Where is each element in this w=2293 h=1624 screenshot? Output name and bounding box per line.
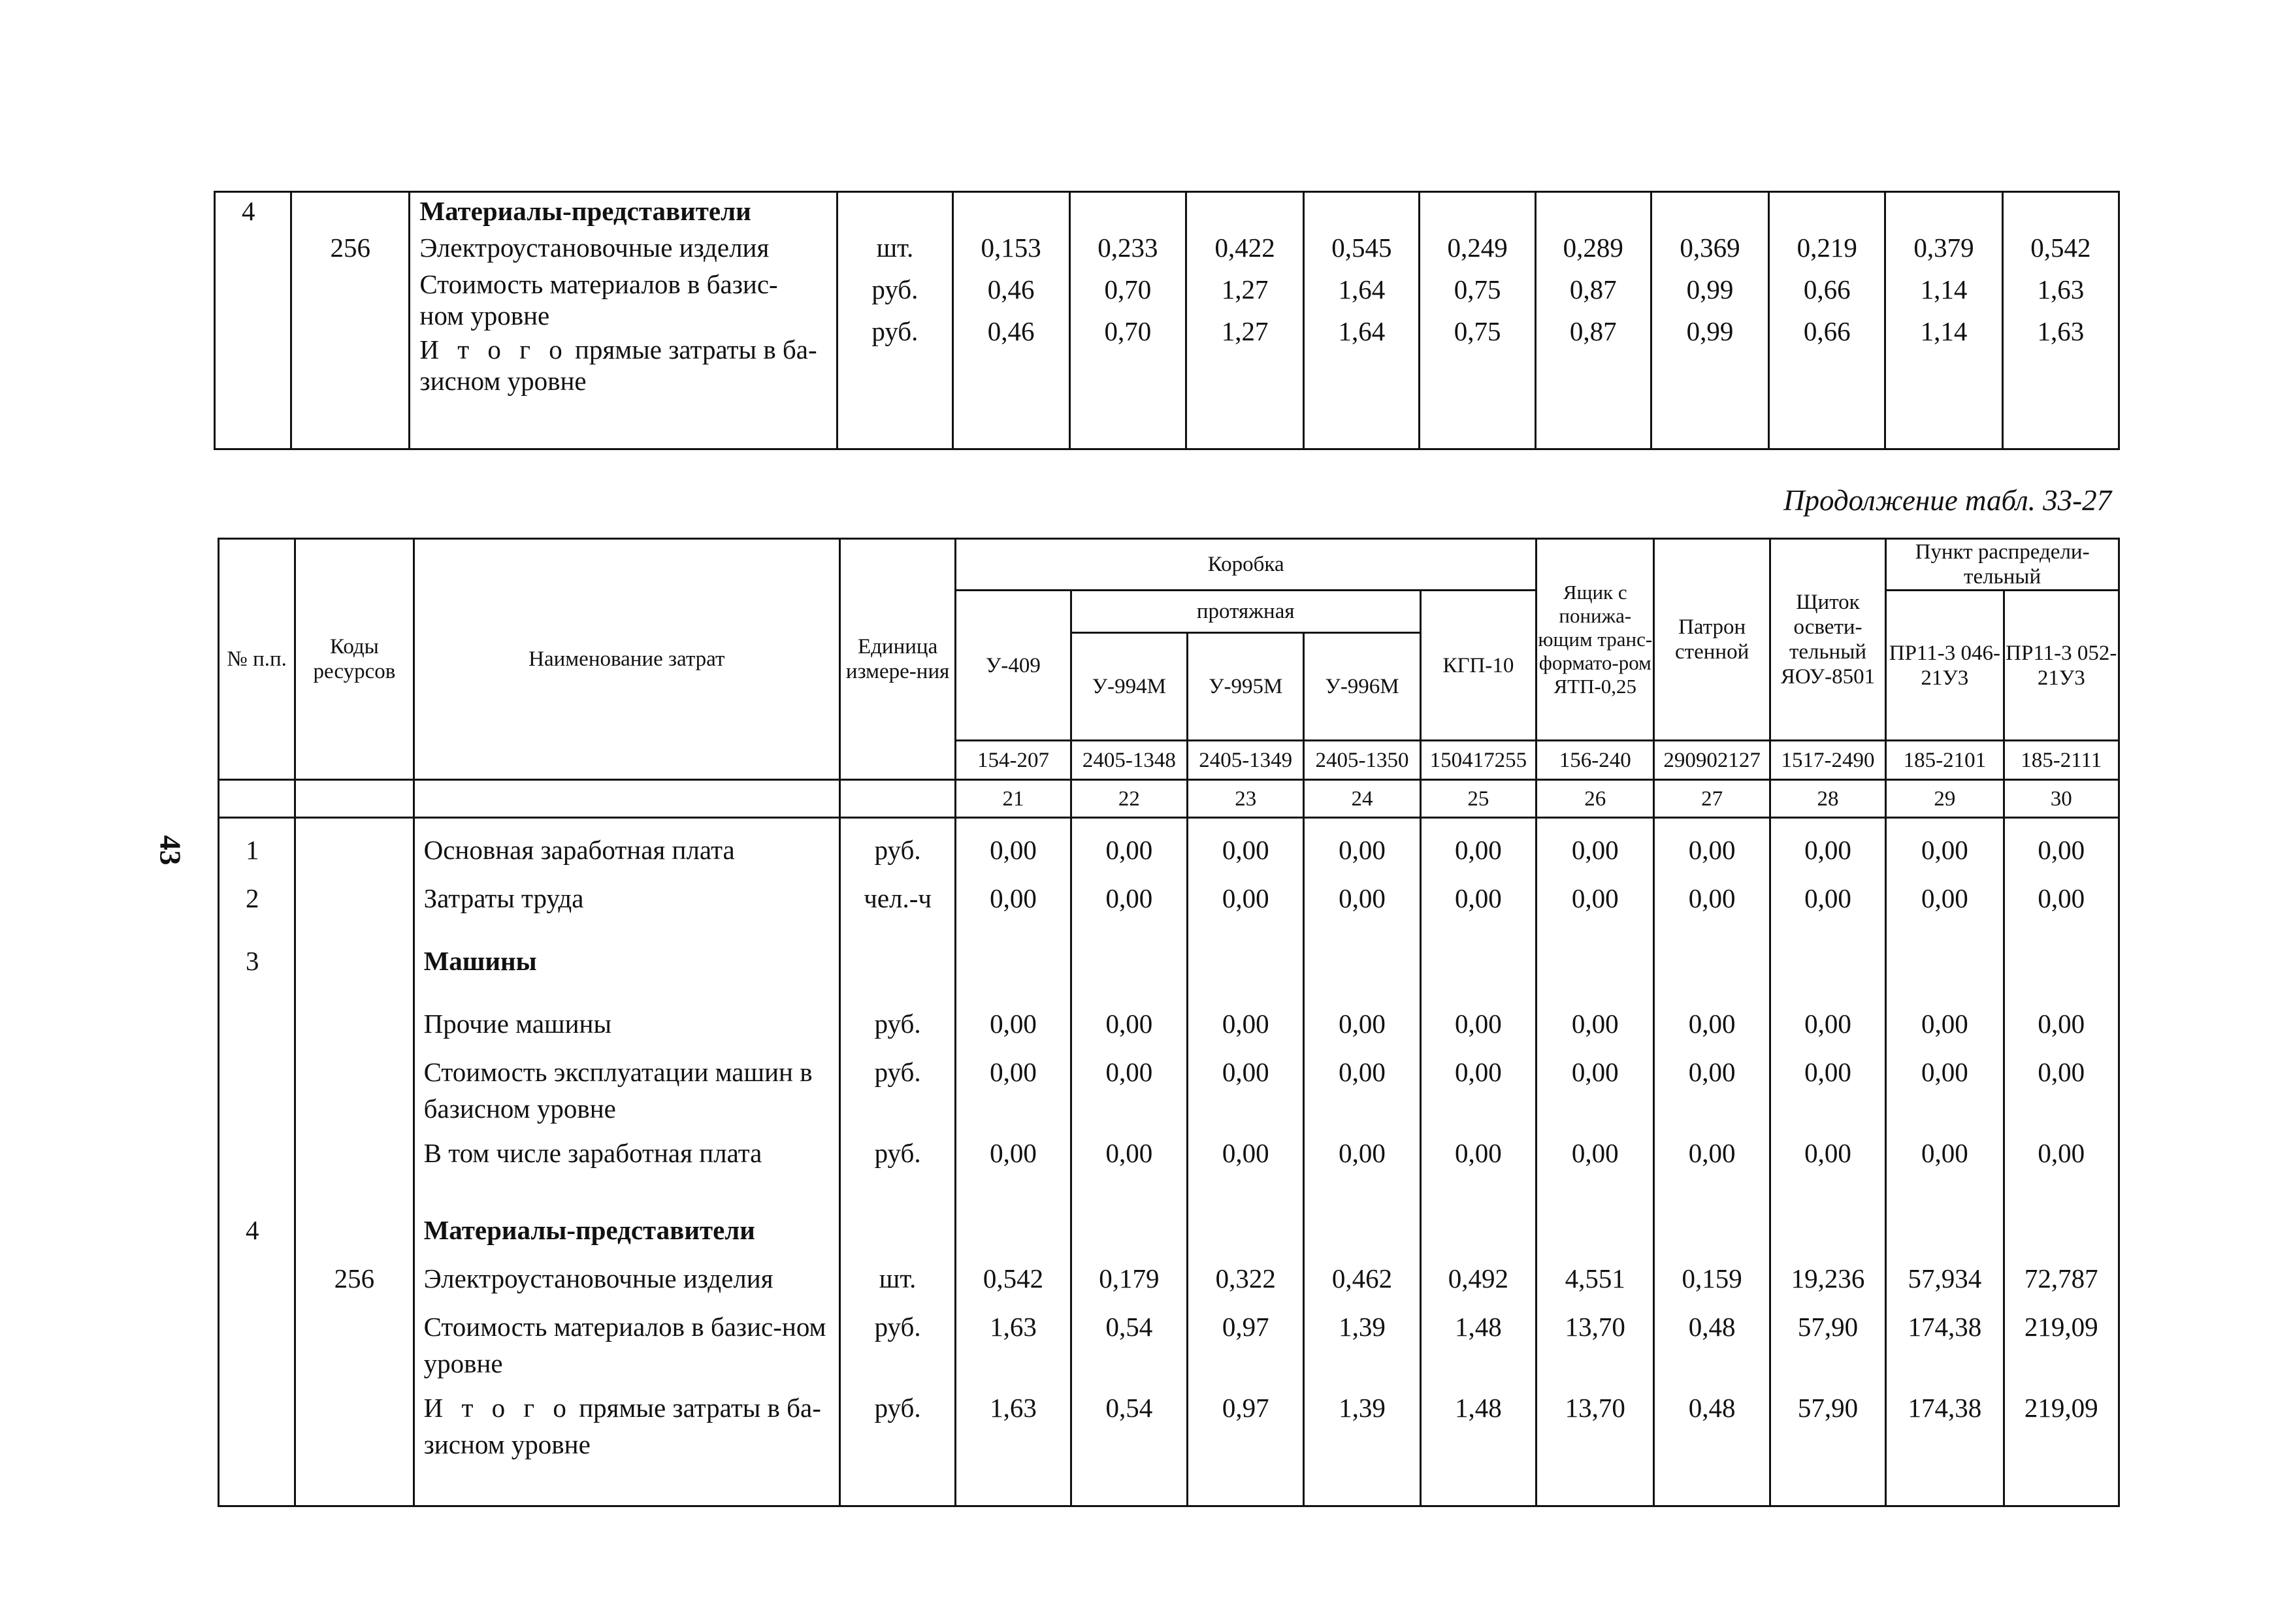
- row-value: 219,09: [2024, 1312, 2098, 1342]
- row-unit: руб.: [874, 1009, 921, 1039]
- row-value: 1,39: [1339, 1393, 1386, 1423]
- body-col-21: [956, 818, 1071, 1506]
- row-value: [1655, 1212, 1768, 1260]
- row-value: [1771, 943, 1885, 1005]
- row-unit: чел.-ч: [864, 883, 932, 913]
- row-value: 0,00: [990, 1009, 1037, 1039]
- code-col-29: 185-2101: [1886, 741, 2004, 780]
- row-value: 0,492: [1448, 1263, 1509, 1293]
- top-code: 256: [291, 192, 410, 449]
- row-value: [1422, 1212, 1535, 1260]
- body-name-column: [414, 818, 839, 1506]
- code-col-28: 1517-2490: [1770, 741, 1885, 780]
- row-value: [2005, 1212, 2118, 1260]
- row-value: 0,00: [990, 835, 1037, 865]
- row-value: 0,00: [1804, 1009, 1851, 1039]
- row-name: Стоимость эксплуатации машин в базисном уровне: [423, 1057, 813, 1124]
- colnum-blank-3: [414, 780, 839, 818]
- top-col-23: 0,422 1,27 1,27: [1186, 192, 1303, 449]
- row-value: 0,00: [2038, 1138, 2085, 1168]
- row-value: 1,63: [990, 1312, 1037, 1342]
- row-num: [246, 1389, 294, 1461]
- row-unit: руб.: [874, 1312, 921, 1342]
- colnum-28: 28: [1770, 780, 1885, 818]
- top-table-continuation: [214, 191, 2120, 450]
- header-yashik: Ящик с понижа-ющим транс-формато-ром ЯТП-0,25: [1537, 539, 1654, 741]
- row-value: 57,90: [1797, 1393, 1859, 1423]
- row-value: 0,00: [2038, 1009, 2085, 1039]
- section-title: Материалы-представители: [419, 196, 751, 226]
- row-value: 219,09: [2024, 1393, 2098, 1423]
- row-value: 0,00: [990, 1057, 1037, 1087]
- body-col-22: [1071, 818, 1187, 1506]
- top-col-30: 0,542 1,63 1,63: [2002, 192, 2119, 449]
- colnum-27: 27: [1654, 780, 1770, 818]
- body-col-26: [1537, 818, 1654, 1506]
- row-name: Электроустановочные изделия: [423, 1263, 773, 1293]
- row-value: 0,00: [1571, 1057, 1619, 1087]
- row-value: [2005, 943, 2118, 1005]
- row-value: 0,00: [1571, 1138, 1619, 1168]
- row-value: 0,54: [1105, 1393, 1153, 1423]
- row-num: 2: [246, 883, 259, 913]
- row-value: [1188, 1212, 1303, 1260]
- row-unit: руб.: [874, 1138, 921, 1168]
- row-value: 0,00: [1105, 1138, 1153, 1168]
- row-num: [246, 1005, 294, 1054]
- row-value: 0,322: [1215, 1263, 1276, 1293]
- row-value: 0,48: [1688, 1312, 1736, 1342]
- row-code: [296, 1054, 412, 1135]
- row-num: 1: [246, 835, 259, 865]
- row-name: Материалы-представители: [423, 1215, 755, 1245]
- row-value: 57,934: [1908, 1263, 1982, 1293]
- row-value: 0,159: [1682, 1263, 1742, 1293]
- top-col-22: 0,233 0,70 0,70: [1069, 192, 1186, 449]
- row-unit: руб.: [874, 1057, 921, 1087]
- row-num: [246, 1054, 294, 1135]
- row-value: 19,236: [1791, 1263, 1865, 1293]
- row-value: 0,00: [1339, 883, 1386, 913]
- body-col-23: [1188, 818, 1304, 1506]
- row-value: 0,00: [1571, 1009, 1619, 1039]
- header-name: Наименование затрат: [414, 539, 839, 780]
- row-value: 0,00: [1688, 835, 1736, 865]
- row-value: 0,00: [1339, 1138, 1386, 1168]
- top-col-25: 0,249 0,75 0,75: [1420, 192, 1535, 449]
- row-unit: [841, 1212, 954, 1260]
- body-col-29: [1886, 818, 2004, 1506]
- row-value: 0,00: [1688, 883, 1736, 913]
- header-patron: Патрон стенной: [1654, 539, 1770, 741]
- row-value: 1,63: [990, 1393, 1037, 1423]
- code-col-21: 154-207: [956, 741, 1071, 780]
- row-value: 0,00: [1455, 1009, 1502, 1039]
- row-value: 0,00: [1222, 1009, 1269, 1039]
- row-name: Прочие машины: [423, 1009, 612, 1039]
- row-code: [296, 1005, 412, 1054]
- row-value: 0,00: [1921, 1009, 1968, 1039]
- row-num: [246, 1260, 294, 1308]
- row-value: 0,00: [1105, 835, 1153, 865]
- code-col-22: 2405-1348: [1071, 741, 1187, 780]
- row-value: 0,462: [1331, 1263, 1393, 1293]
- row-value: 0,00: [1688, 1057, 1736, 1087]
- row-value: 0,00: [1921, 1138, 1968, 1168]
- code-col-23: 2405-1349: [1188, 741, 1304, 780]
- header-col-22: У-994М: [1071, 633, 1187, 741]
- row-value: 0,00: [1105, 1057, 1153, 1087]
- colnum-blank-2: [295, 780, 414, 818]
- row-value: 0,542: [983, 1263, 1044, 1293]
- row-value: 72,787: [2024, 1263, 2098, 1293]
- row-value: 0,00: [1921, 1057, 1968, 1087]
- row-code: 256: [334, 1263, 375, 1293]
- code-col-26: 156-240: [1537, 741, 1654, 780]
- row-num: [246, 1135, 294, 1197]
- header-col-21: У-409: [956, 591, 1071, 741]
- top-names: [410, 192, 838, 449]
- row-value: 0,48: [1688, 1393, 1736, 1423]
- row-name: В том числе заработная плата: [423, 1138, 762, 1168]
- body-num-column: [219, 818, 295, 1506]
- row-code: [296, 1135, 412, 1197]
- row-value: 0,00: [1105, 1009, 1153, 1039]
- row-value: 0,00: [1339, 1057, 1386, 1087]
- row-name: Машины: [423, 946, 537, 976]
- row-value: 0,00: [2038, 835, 2085, 865]
- row-value: 0,54: [1105, 1312, 1153, 1342]
- colnum-23: 23: [1188, 780, 1304, 818]
- row-name: Стоимость материалов в базис-ном уровне: [423, 1312, 826, 1378]
- colnum-21: 21: [956, 780, 1071, 818]
- table-continuation-caption: Продолжение табл. 33-27: [1783, 484, 2112, 517]
- top-col-26: 0,289 0,87 0,87: [1535, 192, 1651, 449]
- main-table: [218, 538, 2120, 1507]
- colnum-24: 24: [1304, 780, 1420, 818]
- header-codes: Коды ресурсов: [295, 539, 414, 780]
- row-value: 0,00: [2038, 1057, 2085, 1087]
- row-value: 0,00: [990, 883, 1037, 913]
- row-code: [296, 1212, 412, 1260]
- row-value: [956, 943, 1069, 1005]
- top-col-24: 0,545 1,64 1,64: [1304, 192, 1420, 449]
- row-value: 0,00: [1105, 883, 1153, 913]
- row-name: Затраты труда: [423, 883, 584, 913]
- row-value: 13,70: [1565, 1393, 1625, 1423]
- row-name: [424, 1389, 835, 1461]
- row-value: 0,00: [1222, 883, 1269, 913]
- header-col-25: КГП-10: [1420, 591, 1536, 741]
- row-value: 0,00: [1455, 835, 1502, 865]
- row-value: 4,551: [1565, 1263, 1625, 1293]
- top-units: шт. руб. руб.: [838, 192, 952, 449]
- item-name: Электроустановочные изделия: [419, 233, 770, 263]
- row-value: 1,48: [1455, 1393, 1502, 1423]
- row-value: 1,48: [1455, 1312, 1502, 1342]
- code-col-30: 185-2111: [2004, 741, 2119, 780]
- row-value: 0,00: [1921, 883, 1968, 913]
- row-value: 0,00: [1222, 1138, 1269, 1168]
- row-num: [246, 1308, 294, 1389]
- item-name-cont: ном уровне: [419, 300, 550, 331]
- row-value: [1887, 1212, 2002, 1260]
- colnum-29: 29: [1886, 780, 2004, 818]
- row-value: 174,38: [1908, 1312, 1982, 1342]
- row-value: [1305, 943, 1419, 1005]
- row-value: 0,00: [1804, 883, 1851, 913]
- row-value: [1655, 943, 1768, 1005]
- row-value: [1072, 1212, 1186, 1260]
- header-unit: Единица измере-ния: [839, 539, 955, 780]
- header-shchitok: Щиток освети-тельный ЯОУ-8501: [1770, 539, 1885, 741]
- body-code-column: [295, 818, 414, 1506]
- top-col-21: 0,153 0,46 0,46: [952, 192, 1069, 449]
- code-col-25: 150417255: [1420, 741, 1536, 780]
- header-col-23: У-995М: [1188, 633, 1304, 741]
- row-code: [296, 1308, 412, 1389]
- row-value: [1305, 1212, 1419, 1260]
- body-col-30: [2004, 818, 2119, 1506]
- body-col-25: [1420, 818, 1536, 1506]
- row-value: 0,00: [1571, 883, 1619, 913]
- row-unit: руб.: [874, 835, 921, 865]
- row-unit: руб.: [874, 1393, 921, 1423]
- row-value: 0,00: [990, 1138, 1037, 1168]
- row-value: 0,00: [1455, 883, 1502, 913]
- row-value: [1072, 943, 1186, 1005]
- row-name-rest: прямые затраты в ба-зисном уровне: [423, 1393, 821, 1459]
- row-value: 0,00: [1222, 1057, 1269, 1087]
- row-value: [1537, 1212, 1653, 1260]
- header-protyazhnaya: протяжная: [1071, 591, 1420, 633]
- row-value: 0,00: [2038, 883, 2085, 913]
- header-num: № п.п.: [219, 539, 295, 780]
- header-col-29: ПР11-3 046-21У3: [1886, 591, 2004, 741]
- row-value: 174,38: [1908, 1393, 1982, 1423]
- row-value: 0,179: [1099, 1263, 1160, 1293]
- row-value: 0,00: [1339, 835, 1386, 865]
- row-value: 13,70: [1565, 1312, 1625, 1342]
- row-value: 0,00: [1571, 835, 1619, 865]
- item-name-cont: зисном уровне: [419, 366, 587, 396]
- row-value: 0,00: [1804, 835, 1851, 865]
- row-num: 4: [246, 1215, 259, 1245]
- row-value: [1771, 1212, 1885, 1260]
- item-name: Стоимость материалов в базис-: [419, 269, 778, 299]
- colnum-26: 26: [1537, 780, 1654, 818]
- row-code: [296, 943, 412, 1005]
- header-punkt: Пункт распредели-тельный: [1886, 539, 2119, 591]
- body-col-28: [1770, 818, 1885, 1506]
- top-col-29: 0,379 1,14 1,14: [1885, 192, 2002, 449]
- row-value: [956, 1212, 1069, 1260]
- body-unit-column: [839, 818, 955, 1506]
- colnum-blank-1: [219, 780, 295, 818]
- row-value: [1188, 943, 1303, 1005]
- colnum-blank-4: [839, 780, 955, 818]
- body-col-24: [1304, 818, 1420, 1506]
- colnum-30: 30: [2004, 780, 2119, 818]
- row-value: 0,00: [1688, 1009, 1736, 1039]
- row-value: 57,90: [1797, 1312, 1859, 1342]
- row-value: [1537, 943, 1653, 1005]
- header-col-24: У-996М: [1304, 633, 1420, 741]
- row-code: [296, 832, 412, 880]
- colnum-25: 25: [1420, 780, 1536, 818]
- row-value: 0,00: [1455, 1138, 1502, 1168]
- row-value: 1,39: [1339, 1312, 1386, 1342]
- top-col-27: 0,369 0,99 0,99: [1651, 192, 1768, 449]
- row-code: [296, 880, 412, 928]
- header-korobka: Коробка: [956, 539, 1537, 591]
- row-value: 0,00: [1339, 1009, 1386, 1039]
- row-name-prefix: И т о г о: [423, 1393, 572, 1423]
- row-value: 0,97: [1222, 1393, 1269, 1423]
- top-col-28: 0,219 0,66 0,66: [1769, 192, 1885, 449]
- row-name: Основная заработная плата: [423, 835, 735, 865]
- row-code: [296, 1389, 412, 1461]
- row-value: 0,00: [1688, 1138, 1736, 1168]
- row-value: 0,00: [1921, 835, 1968, 865]
- code-col-27: 290902127: [1654, 741, 1770, 780]
- row-value: 0,00: [1222, 835, 1269, 865]
- row-value: [1422, 943, 1535, 1005]
- item-name: И т о г о прямые затраты в ба-: [419, 334, 817, 365]
- colnum-22: 22: [1071, 780, 1187, 818]
- code-col-24: 2405-1350: [1304, 741, 1420, 780]
- row-value: 0,00: [1804, 1138, 1851, 1168]
- header-col-30: ПР11-3 052-21У3: [2004, 591, 2119, 741]
- row-value: 0,00: [1804, 1057, 1851, 1087]
- row-unit: [841, 943, 954, 1005]
- page-number: 43: [154, 835, 187, 866]
- row-num: 3: [246, 946, 259, 976]
- row-value: 0,97: [1222, 1312, 1269, 1342]
- row-value: 0,00: [1455, 1057, 1502, 1087]
- row-unit: шт.: [879, 1263, 917, 1293]
- body-col-27: [1654, 818, 1770, 1506]
- top-row-num: 4: [215, 192, 291, 449]
- row-value: [1887, 943, 2002, 1005]
